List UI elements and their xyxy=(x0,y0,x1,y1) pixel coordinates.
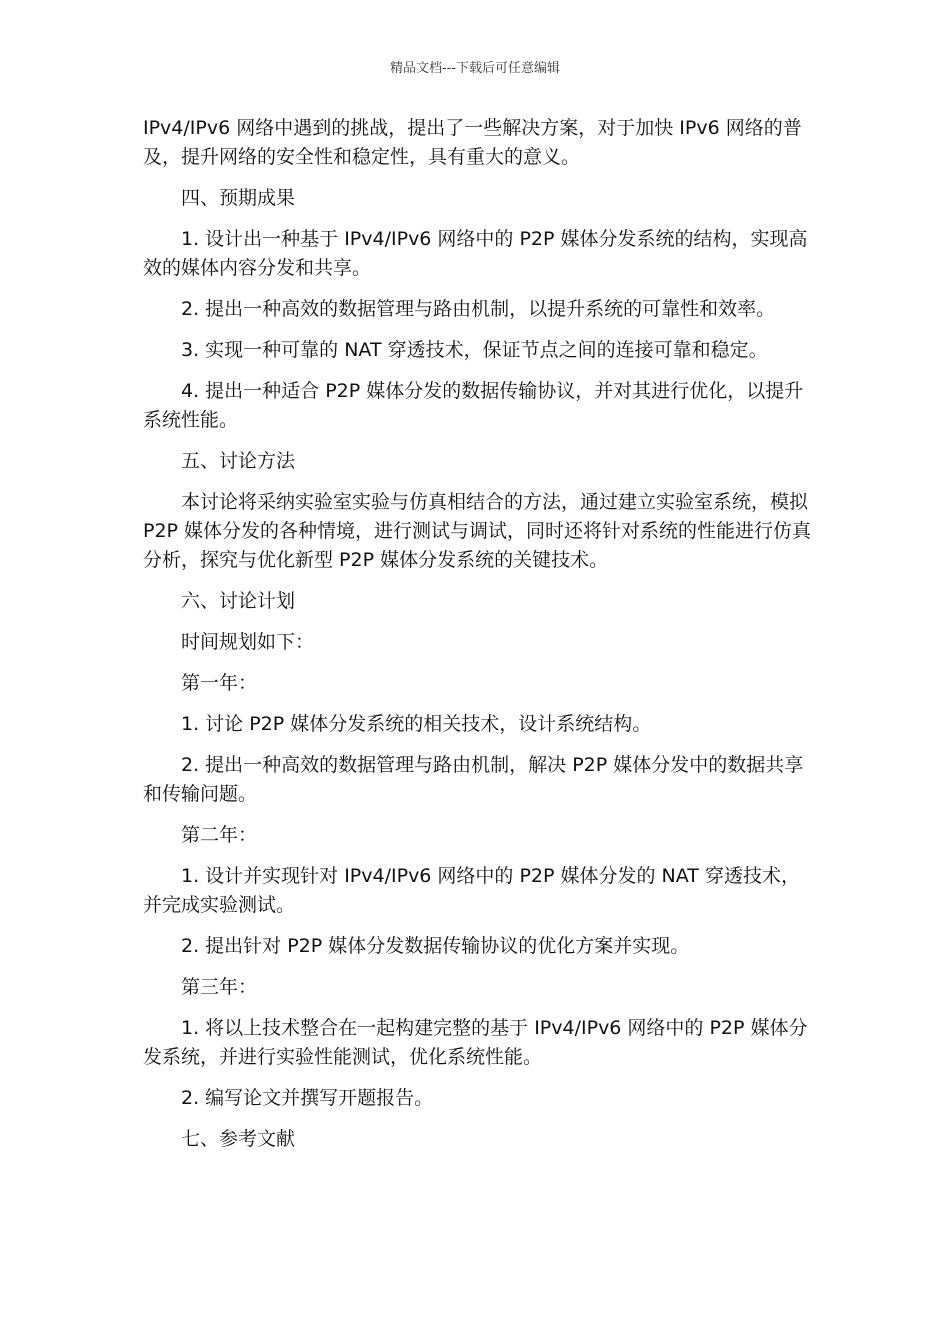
year-two-item-2: 2. 提出针对 P2P 媒体分发数据传输协议的优化方案并实现。 xyxy=(181,935,690,957)
plan-intro: 时间规划如下： xyxy=(181,631,315,653)
year-two-item-1: 1. 设计并实现针对 IPv4/IPv6 网络中的 P2P 媒体分发的 NAT 穿透技术，并完成实验测试。 xyxy=(143,865,800,916)
section-heading-expected-results: 四、预期成果 xyxy=(181,187,296,209)
year-three-item-1: 1. 将以上技术整合在一起构建完整的基于 IPv4/IPv6 网络中的 P2P 媒体分发系统，并进行实验性能测试，优化系统性能。 xyxy=(143,1017,808,1068)
paragraph-intro-continuation: IPv4/IPv6 网络中遇到的挑战，提出了一些解决方案，对于加快 IPv6 网络的普及，提升网络的安全性和稳定性，具有重大的意义。 xyxy=(143,117,802,168)
year-three-label: 第三年： xyxy=(181,976,258,998)
section-heading-methods: 五、讨论方法 xyxy=(181,450,296,472)
page-header: 精品文档---下载后可任意编辑 xyxy=(389,61,561,76)
result-item-3: 3. 实现一种可靠的 NAT 穿透技术，保证节点之间的连接可靠和稳定。 xyxy=(181,339,768,361)
year-two-label: 第二年： xyxy=(181,824,258,846)
year-one-item-2: 2. 提出一种高效的数据管理与路由机制，解决 P2P 媒体分发中的数据共享和传输问题。 xyxy=(143,754,804,805)
year-one-label: 第一年： xyxy=(181,672,258,694)
result-item-2: 2. 提出一种高效的数据管理与路由机制，以提升系统的可靠性和效率。 xyxy=(181,298,776,320)
methods-paragraph: 本讨论将采纳实验室实验与仿真相结合的方法，通过建立实验室系统，模拟 P2P 媒体分发的各种情境，进行测试与调试，同时还将针对系统的性能进行仿真分析，探究与优化新型 P2P 媒体分发系统的关键技术。 xyxy=(143,491,812,571)
year-three-item-2: 2. 编写论文并撰写开题报告。 xyxy=(181,1087,434,1109)
section-heading-plan: 六、讨论计划 xyxy=(181,590,296,612)
section-heading-references: 七、参考文献 xyxy=(181,1128,296,1150)
year-one-item-1: 1. 讨论 P2P 媒体分发系统的相关技术，设计系统结构。 xyxy=(181,713,652,735)
result-item-1: 1. 设计出一种基于 IPv4/IPv6 网络中的 P2P 媒体分发系统的结构，实现高效的媒体内容分发和共享。 xyxy=(143,228,808,279)
result-item-4: 4. 提出一种适合 P2P 媒体分发的数据传输协议，并对其进行优化，以提升系统性能。 xyxy=(143,380,804,431)
document-body xyxy=(143,114,815,1166)
